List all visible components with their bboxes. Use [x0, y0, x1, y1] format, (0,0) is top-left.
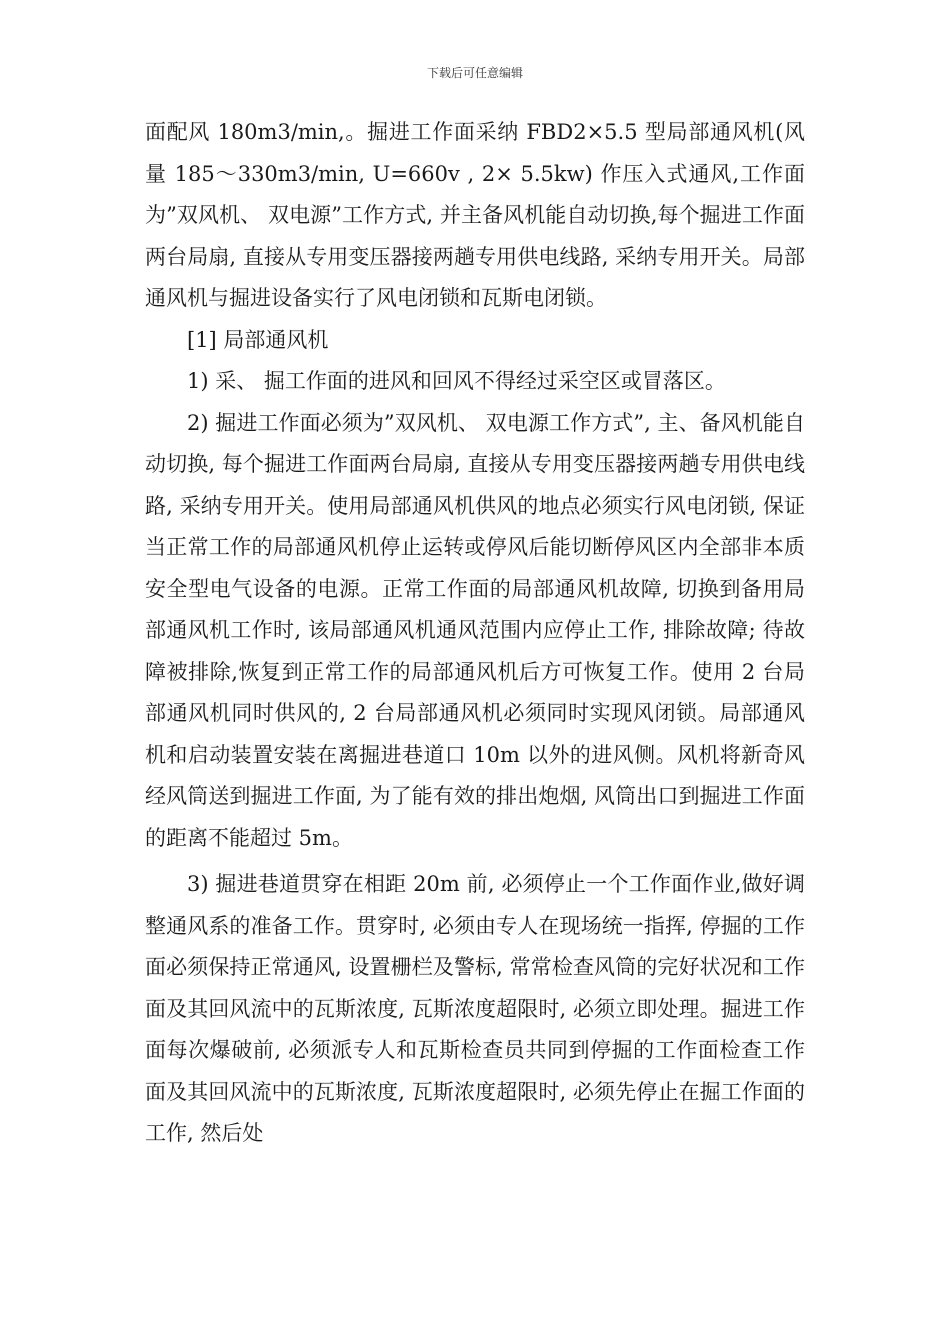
section-heading-local-fan: [1] 局部通风机	[187, 327, 329, 352]
paragraph-item-3: 3) 掘进巷道贯穿在相距 20m 前, 必须停止一个工作面作业,做好调整通风系的准备工作。贯穿时, 必须由专人在现场统一指挥, 停掘的工作面必须保持正常通风, 设置栅栏及警标, 常常检查风筒的完好状况和工作面及其回风流中的瓦斯浓度, 瓦斯浓度超限时, 必须立即处理。掘进工作面每次爆破前, 必须派专人和瓦斯检查员共同到停掘的工作面检查工作面及其回风流中的瓦斯浓度, 瓦斯浓度超限时, 必须先停止在掘工作面的工作, 然后处	[145, 872, 805, 1145]
paragraph-item-2: 2) 掘进工作面必须为”双风机、 双电源工作方式”, 主、备风机能自动切换, 每个掘进工作面两台局扇, 直接从专用变压器接两趟专用供电线路, 采纳专用开关。使用局部通风机供风的地点必须实行风电闭锁, 保证当正常工作的局部通风机停止运转或停风后能切断停风区内全部非本质安全型电气设备的电源。正常工作面的局部通风机故障, 切换到备用局部通风机工作时, 该局部通风机通风范围内应停止工作, 排除故障; 待故障被排除,恢复到正常工作的局部通风机后方可恢复工作。使用 2 台局部通风机同时供风的, 2 台局部通风机必须同时实现风闭锁。局部通风机和启动装置安装在离掘进巷道口 10m 以外的进风侧。风机将新奇风经风筒送到掘进工作面, 为了能有效的排出炮烟, 风筒出口到掘进工作面的距离不能超过 5m。	[145, 410, 805, 850]
page-header: 下载后可任意编辑	[426, 66, 523, 80]
paragraph-ventilation-overview: 面配风 180m3/min,。掘进工作面采纳 FBD2×5.5 型局部通风机(风量 185～330m3/min, U=660v , 2× 5.5kw) 作压入式通风,工作面为”双风机、 双电源”工作方式, 并主备风机能自动切换,每个掘进工作面两台局扇, 直接从专用变压器接两趟专用供电线路, 采纳专用开关。局部通风机与掘进设备实行了风电闭锁和瓦斯电闭锁。	[145, 120, 805, 310]
paragraph-item-1: 1) 采、 掘工作面的进风和回风不得经过采空区或冒落区。	[187, 369, 726, 393]
document-body	[145, 112, 805, 1155]
